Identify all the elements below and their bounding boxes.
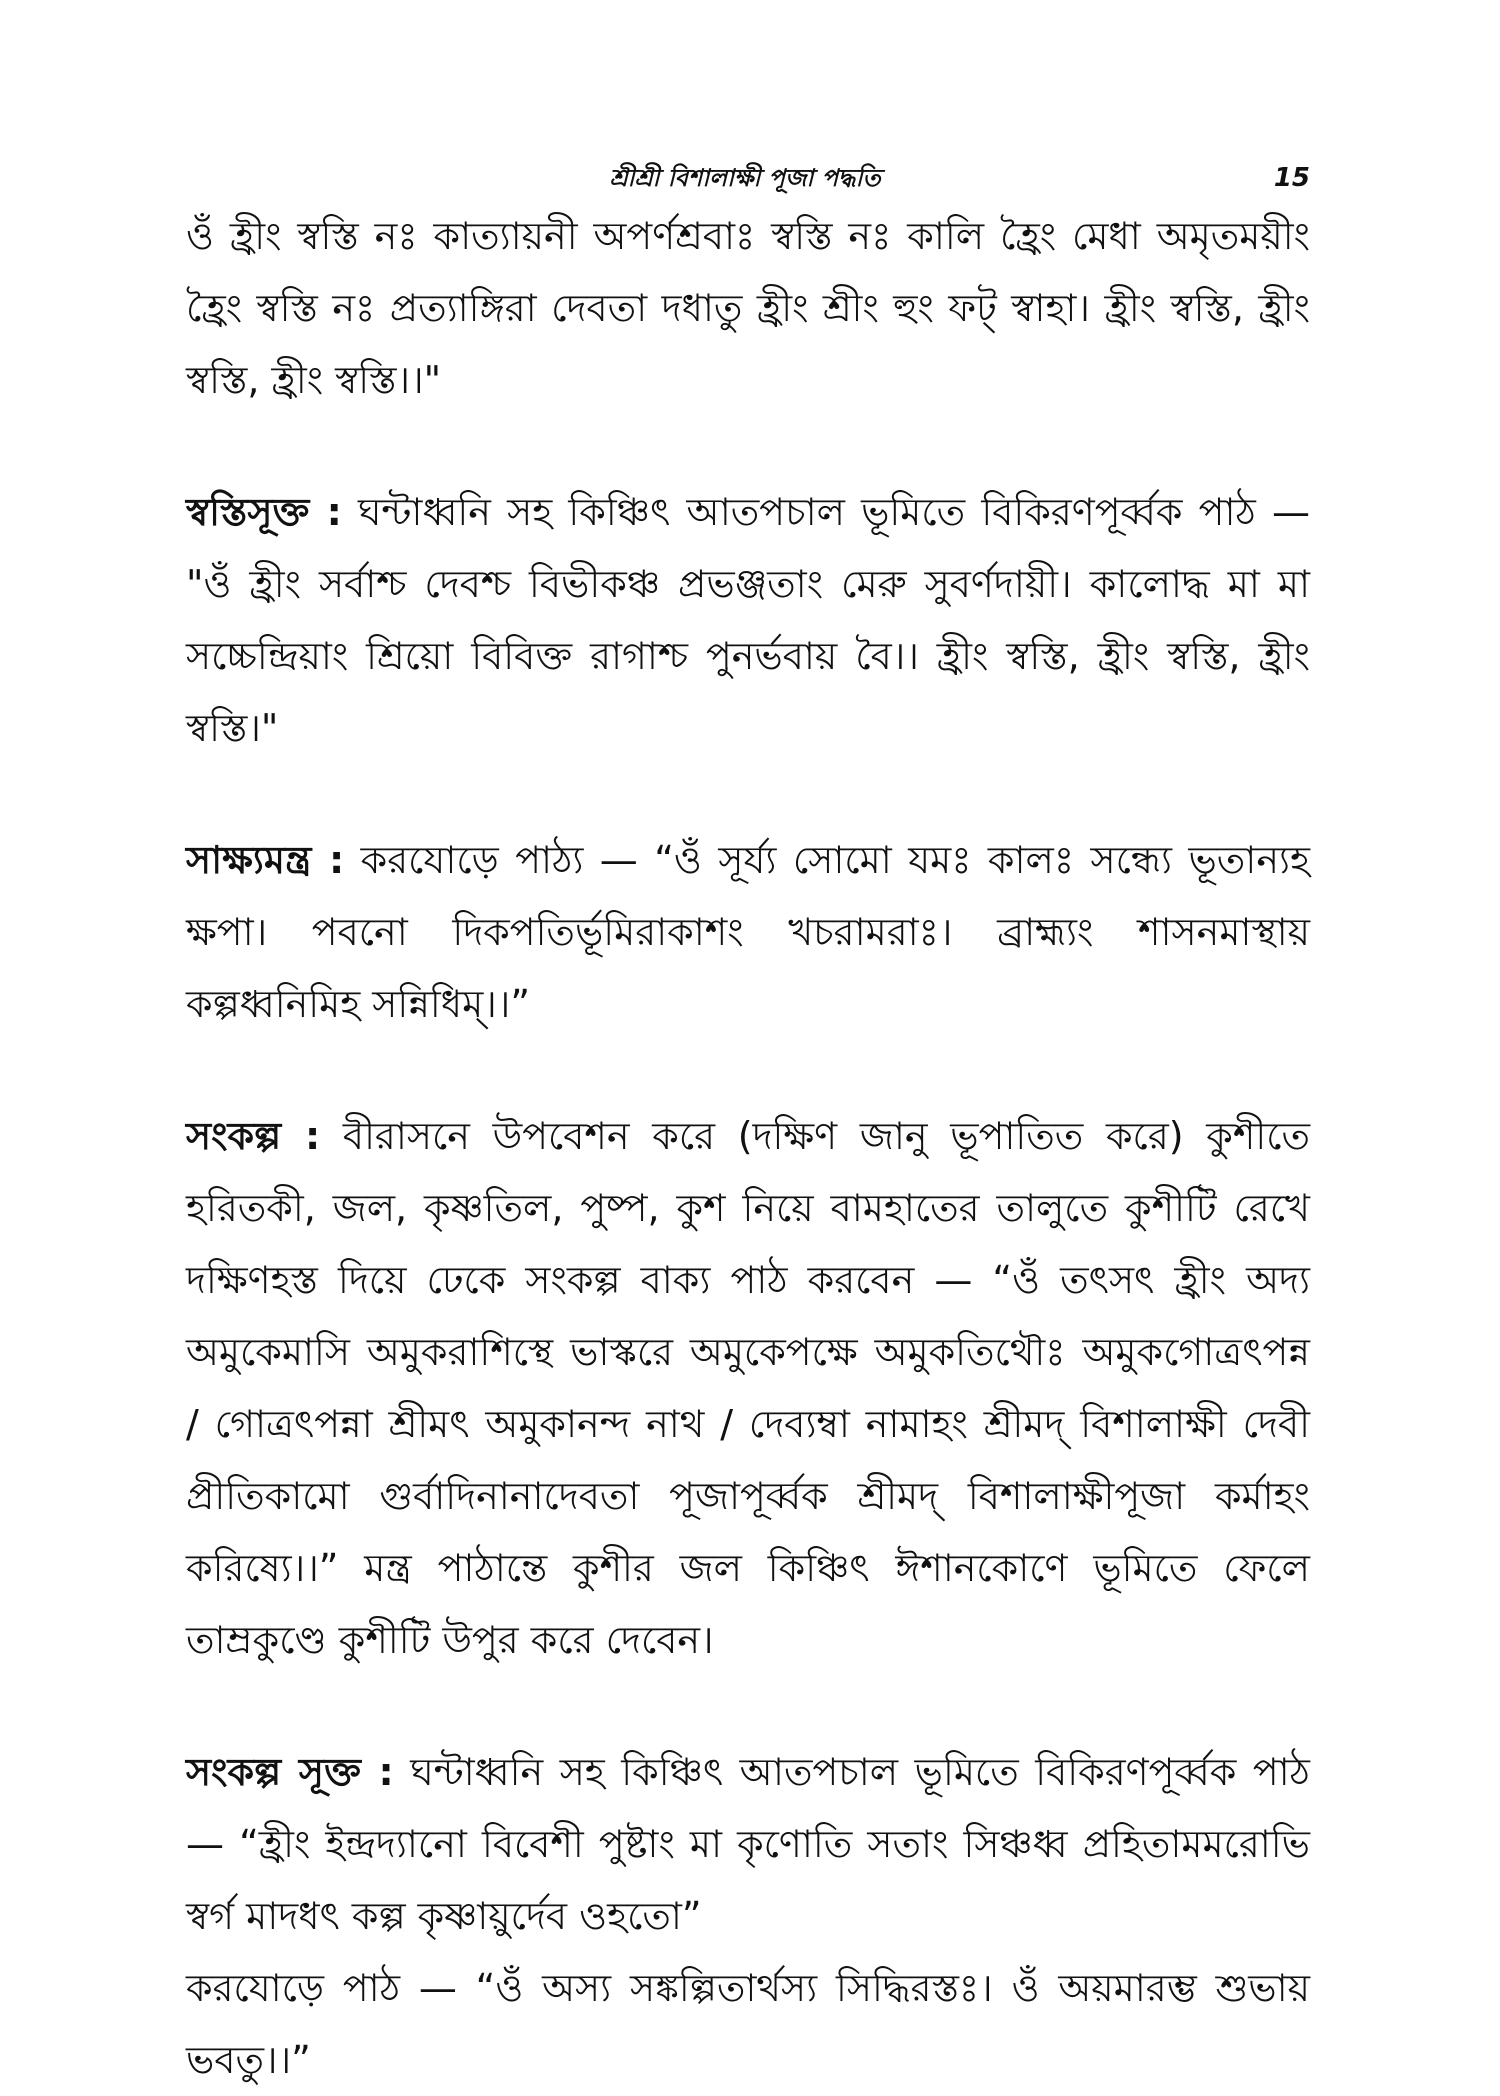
page-number: 15 [1273,163,1310,193]
paragraph-sakshya-mantra [186,824,1310,1040]
paragraph-invocation [186,200,1310,416]
paragraph-text: ওঁ হ্রীং স্বস্তি নঃ কাত্যায়নী অপর্ণশ্রবাঃ স্বস্তি নঃ কালি হ্রৈং মেধা অমৃতময়ীং হ্রৈং স্বস্তি নঃ প্রত্যাঙ্গিরা দেবতা দধাতু হ্রীং শ্রীং হুং ফট্ স্বাহা। হ্রীং স্বস্তি, হ্রীং স্বস্তি, হ্রীং স্বস্তি।।" [186,214,1310,402]
paragraph-text: করযোড়ে পাঠ্য — “ওঁ সূর্য্য সোমো যমঃ কালঃ সন্ধ্যে ভূতান্যহ ক্ষপা। পবনো দিকপতির্ভূমিরাকাশং খচরামরাঃ। ব্রাহ্ম্যং শাসনমাস্থায় কল্পধ্বনিমিহ সন্নিধিম্।।” [186,838,1310,1026]
paragraph-text: বীরাসনে উপবেশন করে (দক্ষিণ জানু ভূপাতিত করে) কুশীতে হরিতকী, জল, কৃষ্ণতিল, পুষ্প, কুশ নিয়ে বামহাতের তালুতে কুশীটি রেখে দক্ষিণহস্ত দিয়ে ঢেকে সংকল্প বাক্য পাঠ করবেন — “ওঁ তৎসৎ হ্রীং অদ্য অমুকেমাসি অমুকরাশিস্থে ভাস্করে অমুকেপক্ষে অমুকতিথৌঃ অমুকগোত্রৎপন্ন / গোত্রৎপন্না শ্রীমৎ অমুকানন্দ নাথ / দেব্যম্বা নামাহং শ্রীমদ্ বিশালাক্ষী দেবী প্রীতিকামো গুর্বাদিনানাদেবতা পূজাপূর্ব্বক শ্রীমদ্ বিশালাক্ষীপূজা কর্মাহং করিষ্যে।।” মন্ত্র পাঠান্তে কুশীর জল কিঞ্চিৎ ঈশানকোণে ভূমিতে ফেলে তাম্রকুণ্ডে কুশীটি উপুর করে দেবেন। [186,1114,1310,1662]
paragraph-term: স্বস্তিসূক্ত : [186,490,342,534]
paragraph-sankalpa [186,1100,1310,1676]
paragraph-term: সংকল্প সূক্ত : [186,1750,394,1794]
running-header [180,158,1310,198]
paragraph-closing-prayer [186,1952,1310,2096]
paragraph-term: সাক্ষ্যমন্ত্র : [186,838,345,882]
paragraph-term: সংকল্প : [186,1114,321,1158]
header-title: শ্রীশ্রী বিশালাক্ষী পূজা পদ্ধতি [609,164,881,192]
paragraph-swasti-sukta [186,476,1310,764]
body-text [186,200,1310,2096]
paragraph-text: ঘন্টাধ্বনি সহ কিঞ্চিৎ আতপচাল ভূমিতে বিকিরণপূর্ব্বক পাঠ — “হ্রীং ইন্দ্রদ্যানো বিবেশী পুষ্টাং মা কৃণোতি সতাং সিঞ্চধ্ব প্রহিতামমরোভি স্বর্গ মাদধৎ কল্প কৃষ্ণায়ুর্দেব ওহতো” [186,1750,1310,1938]
paragraph-text: করযোড়ে পাঠ — “ওঁ অস্য সঙ্কল্পিতার্থস্য সিদ্ধিরস্তঃ। ওঁ অয়মারম্ভ শুভায় ভবতু।।” [186,1966,1310,2082]
paragraph-sankalpa-sukta [186,1736,1310,1952]
paragraph-text: ঘন্টাধ্বনি সহ কিঞ্চিৎ আতপচাল ভূমিতে বিকিরণপূর্ব্বক পাঠ — "ওঁ হ্রীং সর্বাশ্চ দেবশ্চ বিভীকঞ্চ প্রভঞ্জতাং মেরু সুবর্ণদায়ী। কালোদ্ধ মা মা সচ্চেন্দ্রিয়াং শ্রিয়ো বিবিক্ত রাগাশ্চ পুনর্ভবায় বৈ।। হ্রীং স্বস্তি, হ্রীং স্বস্তি, হ্রীং স্বস্তি।" [186,490,1310,750]
